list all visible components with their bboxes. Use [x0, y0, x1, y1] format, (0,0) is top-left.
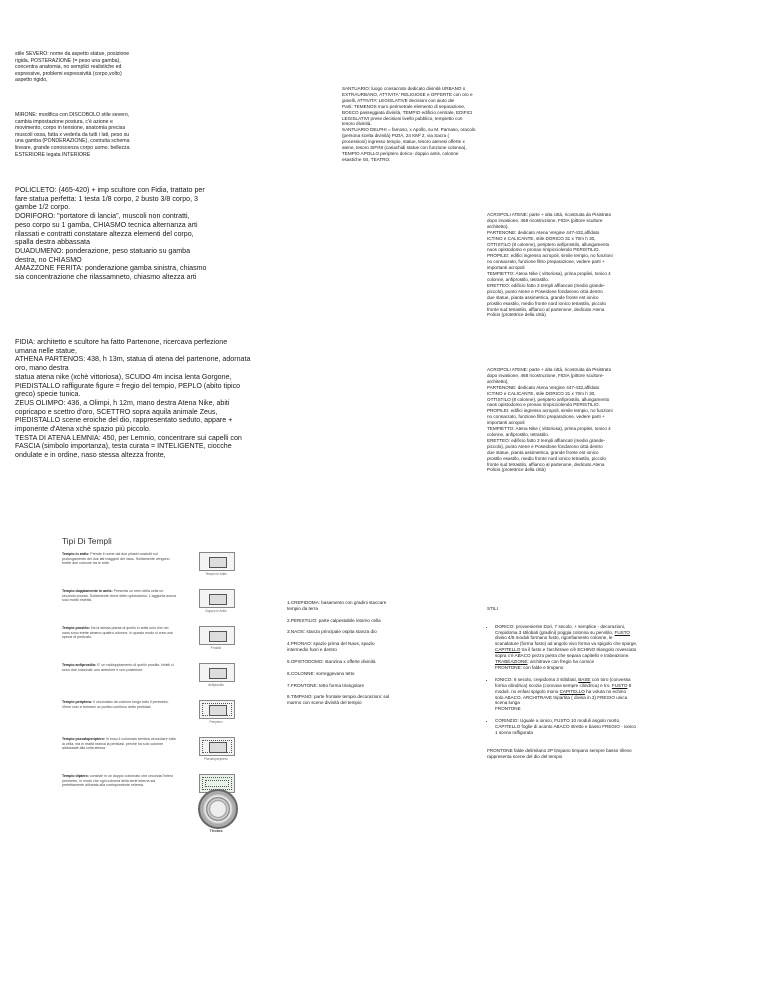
corinzio-item: • CORINZIO: Uguale a ionico, FUSTO 10 moduli angolo morto, CAPITELLO foglie di acanto ABACO stretto e basso FREGIO - ionico 1 scena raffigurata	[495, 718, 702, 736]
frontone-note: FRONTONE falde delimitano 2P timpano timpano sempre basso rilievo rappresenta scene del dio del tempio	[487, 747, 632, 759]
temple-description: Tempio doppiamente in antis: Presenta un retro della cella un secondo pronao. Solitamente viene detto opistodomo. L'aggiunta aveva solo motivi estetici.	[62, 589, 176, 603]
temple-description: Tempio prostilo: Ha la stessa pianta di quello in antis solo che nel naos sono erette almeno quattro colonne. In questo modo si crea una specie di porticato.	[62, 626, 173, 640]
temple-row	[62, 589, 246, 620]
list-item: 1.CREPIDOMA: basamento con gradini staccare tempio da terra	[287, 599, 387, 611]
temple-row	[62, 626, 246, 657]
acropoli-note-2: ACROPOLI ATENE: parte + alta città, ricostruita da Pisistrato dopo invasione, 468 ricostruzione, FIDIA (pittore scultore- architetto), PARTENONE: dedicato Atena Vergine 447-432,affidato ICTINO e CALICANTE, stile DORICO 31 x 70m h 30, OTTISTILO (8 colonne), periptero anfiprostilo, allungamento naos opistodomo e pronao rimpicciolendo PERISTILIO. PROPILEI: edifici ingresso acropoli, simile tempio, no funzioni no consacrato, funzione filtro preparazione, vedere parti + importanti acropoli TEMPIETTO: Atena Nike ( vittoriosa), prima propilei, Ionico 4 colonne, anfiprostilo, tetrastilo. ERETTEO: edificio fatto 3 templi affiancati (medio grande- piccolo), punto Atene e Poseidone fondarono città dentro due statue, pianta assimetrica, grande fronte est ionico prostilo esastilo, medio fronte nord ionico tetrastilo, piccolo fronte sud tetrastilo, affianco al partenone, dedicato Atena Policis (protettrice della città)	[487, 367, 613, 473]
temple-plan-icon	[199, 663, 235, 682]
temple-description: Tempio periptero: Il circondato da colonne lungo tutto il perimetro. Viene così a formarsi un portico continuo detto peristasi.	[62, 700, 169, 709]
temple-plan-icon	[199, 737, 235, 756]
temple-description: Tempio anfiprostilo: E' un raddoppiamento di quello prostilo. Infatti ci sono due colonnati: uno anteriore e uno posteriore.	[62, 663, 174, 672]
temple-caption: Tempio in Antis	[205, 572, 227, 576]
temple-caption: Anfiprostilo	[208, 683, 224, 687]
temple-caption: Pseudoperiptero	[204, 757, 228, 761]
temple-plan-icon	[199, 589, 235, 608]
policleto-note: POLICLETO: (465-420) + imp scultore con Fidia, trattato per fare statua perfetta: 1 testa 1/8 corpo, 2 busto 3/8 corpo, 3 gambe 1/2 corpo. DORIFORO: "portatore di lancia", muscoli non contratti, peso corpo su 1 gamba, CHIASMO tecnica alternanza arti rilassati e contratti constatare altezza elementi del corpo, spalla destra abbassata DUADUMENO: ponderazione, peso statuario su gamba destra, no CHIASMO AMAZZONE FERITA: ponderazione gamba sinistra, chiasmo sia concentrazione che rilassamneto, chiasmo altezza arti	[15, 186, 207, 282]
list-item: 5.OPISTODOMO: stanzina x offerte divinità	[287, 658, 376, 664]
temple-plan-icon	[199, 626, 235, 645]
stili-section	[487, 600, 702, 765]
list-item: 3.NAOS: stanza principale ospita stanza dio	[287, 629, 377, 635]
tholos-plan-icon	[198, 789, 238, 829]
temple-row	[62, 663, 246, 694]
list-item: 2.PERISTILIO: parte calpestabile intorno cella	[287, 617, 381, 623]
temple-caption: Periptero	[209, 720, 223, 724]
list-item: 7.FRONTONE: tetto forma triangolare	[287, 682, 365, 688]
stili-list	[487, 618, 702, 742]
tholos-caption: Tholos	[209, 828, 223, 833]
temple-parts-list	[287, 594, 462, 712]
dorico-item: • DORICO: provveniente Dori, 7 secolo, + semplice - decorazioni, Crepidoma 3 stilobati (gradini) poggia colonna su pervitilo, FUSTO diviso 4/5 moduli formano fusto, rigonfiamento colonne, le scanalature (forma fusto) ad angolo vivo forma va spigolo che sporge, CAPITELLO tra il fusto e l'architrave c/è ECHINO triangolo rovesciato sopra c'è ABACO pezzo pietra che separa capitello e trabeazione. TRABEAZIONE: architrave con fregio ha cornice FRONTONE: con falde e timpano	[495, 624, 702, 671]
ionico-item: • IONICO: 6 secolo, crepidoma 3 stilobati, BASE con toro (convessa forma cilindrica) scozia (concava sempre cilindrica) e tro. FUSTO 8 moduli. no enfasi spigolo mono CAPITELLO ha voluta no echino solo ABACO, ARCHITRAVE tripartita ( divisa in 3) FREGIO unica scena lunga FRONTONE	[495, 677, 702, 712]
list-item: 8.TIMPANO: parte frontale tempio decorazioni: sul marmo con scene divinità del tempio	[287, 694, 390, 706]
temple-description: Tempio in antis: Prende il nome dai due pilastri costruiti sul prolungamento dei due lati maggiori del naos. Solitamente vengono erette due colonne tra le ante.	[62, 552, 170, 566]
tipi-templi-title: Tipi Di Templi	[62, 536, 112, 546]
temple-caption: Prostilo	[210, 646, 222, 650]
temple-types-table	[62, 552, 246, 811]
stile-severo-note: stile SEVERO: nome da aspetto statue, posizione rigida, POSTERAZIONE (= peso una gamba), concentra anatomia, no semplici realistiche ed espressive, problemi espressività (corpo,volto) aspetto rigido,	[15, 51, 130, 84]
temple-row	[62, 700, 246, 731]
santuario-note: SANTUARIO: luogo consacrato dedicato divinità URBANO o EXTRAURBANO, ATTIVITA' RELIGIOSE e OFFERTE con oro e gioielli, ATTIVITA' LEGISLATIVE decisioni con aiuto dei Parti: TEMENOS muro perimetrale elemento di separazione, BOSCO passeggiata divinità, TEMPIO edificio centrale, EDIFICI LEGISLATIVI prese decisioni livello pubblico, tempietto con tesoro divinità. SANTUARIO DELPHI = famoso, x Apollo, su M. Parnaso, oracolo (persona scelta divinità) PIZIA, 24 KM² 2, via Sacra ( processioni) ingresso tempio, statue, tesoro atenesi offerte x atene, tesoro SIFINI (cariachidi statue con funzione colonna), TEMPIO APOLLO periptero dorico- doppio antis, colonne esastiche ISI, TEATRO.	[342, 86, 476, 162]
list-item: 4.PRONAO: spazio prima del Naos, spazio intermedio fuori e dentro	[287, 641, 375, 653]
temple-description: Tempio diptero: consiste in un doppio colonnato che circonda l'intero perimetro, in modo che ogni colonna della serie interna sia perfettamente allineata alla corrispondente esterna.	[62, 774, 174, 788]
fidia-note: FIDIA: architetto e scultore ha fatto Partenone, ricercava perfezione umana nelle statue, ATHENA PARTENOS: 438, h 13m, statua di atena del partenone, adornata oro, mano destra statua atena nike (xchè vittoriosa), SCUDO 4m incisa lenta Gorgone, PIEDISTALLO raffigurate figure = fregio del tempio, PEPLO (abito tipico greco) specie tunica. ZEUS OLIMPO: 436, a Olimpi, h 12m, mano destra Atena Nike, abiti copricapo e scettro d'oro, SCETTRO sopra aquila animale Zeus, PIEDISTALLO scene eroiche del dio, rappresentato seduto, appare + imponente d'Atena xchè spazio più piccolo. TESTA DI ATENA LEMNIA: 450, per Lemnio, concentrare sui capelli con FASCIA (simbolo importanza), testa curata = INTELIGENTE, ciocche ondulate e in ordine, naso stessa altezza fronte,	[15, 338, 251, 460]
temple-plan-icon	[199, 700, 235, 719]
temple-description: Tempio pseudoperiptero: In esso il colonnato sembra circondare tutta la cella, ma in realtà manca la peristasi, perché ha solo colonne addossate alla cella stessa.	[62, 737, 176, 751]
mirone-note: MIRONE: modifica con DISCOBOLO stile severo, cambia impostazione postura, c'è azione e movimento, corpo in tensione, anatomia precisa muscoli ossa, fatta x vederla da tutti i lati, peso su una gamba (PONDERAZIONE), costruita schema lineare, grande conoscenza corpo uomo. bellezza ESTERIORE legata INTERIORE	[15, 112, 130, 158]
temple-caption: Doppio in Antis	[205, 609, 227, 613]
stili-heading: STILI	[487, 605, 498, 611]
temple-row	[62, 737, 246, 768]
temple-row	[62, 552, 246, 583]
temple-plan-icon	[199, 552, 235, 571]
acropoli-note-1: ACROPOLI ATENE: parte + alta città, ricostruita da Pisistrato dopo invasione, 468 ricostruzione, FIDIA (pittore scultore architetto), PARTENONE: dedicato Atena Vergine 447-432,affidato ICTINO e CALICANTE, stile DORICO 31 x 70m h 30, OTTISTILO (8 colonne), periptero anfiprostilo, allungamento naos opistodomo e pronao rimpicciolendo PERISTILIO. PROPILEI: edifici ingresso acropoli, simile tempio, no funzioni no consacrato, funzione filtro preparazione, vedere parti + importanti acropoli TEMPIETTO: Atena Nike ( vittoriosa), prima propilei, Ionico 4 colonne, anfiprostilo, tetrastilo. ERETTEO: edificio fatto 3 templi affiancati (medio grande- piccolo), punto Atene e Poseidone fondarono città dentro due statue, pianta assimetrica, grande fronte est ionico prostilo esastilo, medio fronte nord ionico tetrastilo, piccolo fronte sud tetrastilo, affianco al partenone, dedicato Atena Policis (protettrice della città)	[487, 212, 613, 318]
list-item: 6.COLONNE: sorreggevano tetto	[287, 670, 355, 676]
